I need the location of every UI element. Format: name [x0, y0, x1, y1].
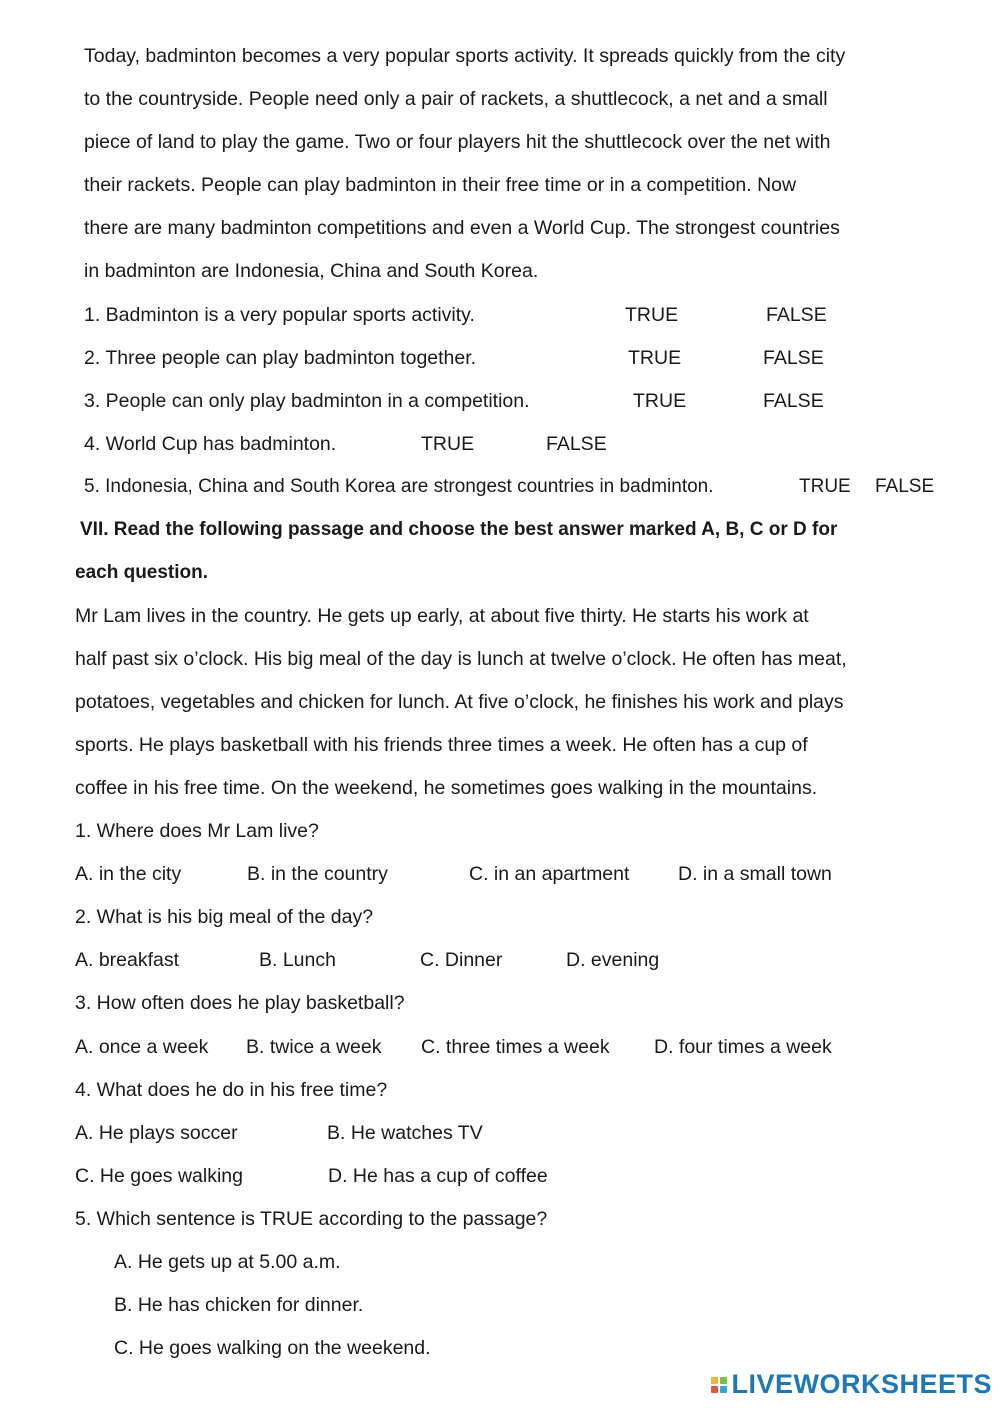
passage1-line: in badminton are Indonesia, China and South Korea.	[84, 260, 539, 282]
option-1b[interactable]: B. in the country	[247, 863, 388, 885]
option-1d[interactable]: D. in a small town	[678, 863, 832, 885]
passage2-line: half past six o’clock. His big meal of the day is lunch at twelve o’clock. He often has meat,	[75, 648, 847, 670]
section-heading-continued: each question.	[75, 562, 209, 583]
passage1-line: their rackets. People can play badminton in their free time or in a competition. Now	[84, 174, 797, 196]
true-option[interactable]: TRUE	[628, 347, 682, 369]
option-4c[interactable]: C. He goes walking	[75, 1165, 243, 1187]
true-option[interactable]: TRUE	[625, 304, 679, 326]
option-2b[interactable]: B. Lunch	[259, 949, 336, 971]
passage2-line: Mr Lam lives in the country. He gets up early, at about five thirty. He starts his work at	[75, 605, 809, 627]
false-option[interactable]: FALSE	[766, 304, 827, 326]
logo-square	[720, 1386, 727, 1393]
option-2c[interactable]: C. Dinner	[420, 949, 503, 971]
option-5a[interactable]: A. He gets up at 5.00 a.m.	[114, 1251, 341, 1273]
passage1-line: Today, badminton becomes a very popular sports activity. It spreads quickly from the city	[84, 45, 846, 67]
section-heading: VII. Read the following passage and choose the best answer marked A, B, C or D for	[80, 519, 838, 540]
tf-statement: 2. Three people can play badminton together.	[84, 347, 477, 369]
tf-statement: 4. World Cup has badminton.	[84, 433, 337, 455]
logo-squares-icon	[711, 1377, 727, 1393]
logo-square	[711, 1377, 718, 1384]
false-option[interactable]: FALSE	[875, 476, 935, 497]
option-3b[interactable]: B. twice a week	[246, 1036, 382, 1058]
true-option[interactable]: TRUE	[799, 476, 851, 497]
false-option[interactable]: FALSE	[546, 433, 607, 455]
true-option[interactable]: TRUE	[633, 390, 687, 412]
tf-statement: 5. Indonesia, China and South Korea are strongest countries in badminton.	[84, 476, 714, 497]
question-2: 2. What is his big meal of the day?	[75, 906, 374, 928]
option-5c[interactable]: C. He goes walking on the weekend.	[114, 1337, 431, 1359]
passage1-line: piece of land to play the game. Two or four players hit the shuttlecock over the net with	[84, 131, 831, 153]
question-3: 3. How often does he play basketball?	[75, 992, 405, 1014]
false-option[interactable]: FALSE	[763, 390, 824, 412]
option-2a[interactable]: A. breakfast	[75, 949, 180, 971]
option-5b[interactable]: B. He has chicken for dinner.	[114, 1294, 364, 1316]
passage1-line: to the countryside. People need only a pair of rackets, a shuttlecock, a net and a small	[84, 88, 828, 110]
passage2-line: sports. He plays basketball with his friends three times a week. He often has a cup of	[75, 734, 808, 756]
logo-text: LIVEWORKSHEETS	[731, 1369, 992, 1399]
option-4d[interactable]: D. He has a cup of coffee	[328, 1165, 548, 1187]
passage2-line: coffee in his free time. On the weekend, he sometimes goes walking in the mountains.	[75, 777, 818, 799]
logo-square	[711, 1386, 718, 1393]
option-4b[interactable]: B. He watches TV	[327, 1122, 483, 1144]
passage1-line: there are many badminton competitions and even a World Cup. The strongest countries	[84, 217, 840, 239]
option-3a[interactable]: A. once a week	[75, 1036, 209, 1058]
logo-square	[720, 1377, 727, 1384]
option-4a[interactable]: A. He plays soccer	[75, 1122, 238, 1144]
option-3c[interactable]: C. three times a week	[421, 1036, 610, 1058]
option-3d[interactable]: D. four times a week	[654, 1036, 832, 1058]
question-1: 1. Where does Mr Lam live?	[75, 820, 319, 842]
passage2-line: potatoes, vegetables and chicken for lunch. At five o’clock, he finishes his work and plays	[75, 691, 844, 713]
question-5: 5. Which sentence is TRUE according to the passage?	[75, 1208, 548, 1230]
question-4: 4. What does he do in his free time?	[75, 1079, 388, 1101]
option-1a[interactable]: A. in the city	[75, 863, 182, 885]
tf-statement: 1. Badminton is a very popular sports activity.	[84, 304, 475, 326]
true-option[interactable]: TRUE	[421, 433, 475, 455]
liveworksheets-logo	[711, 1369, 992, 1400]
option-1c[interactable]: C. in an apartment	[469, 863, 630, 885]
option-2d[interactable]: D. evening	[566, 949, 660, 971]
tf-statement: 3. People can only play badminton in a competition.	[84, 390, 530, 412]
false-option[interactable]: FALSE	[763, 347, 824, 369]
